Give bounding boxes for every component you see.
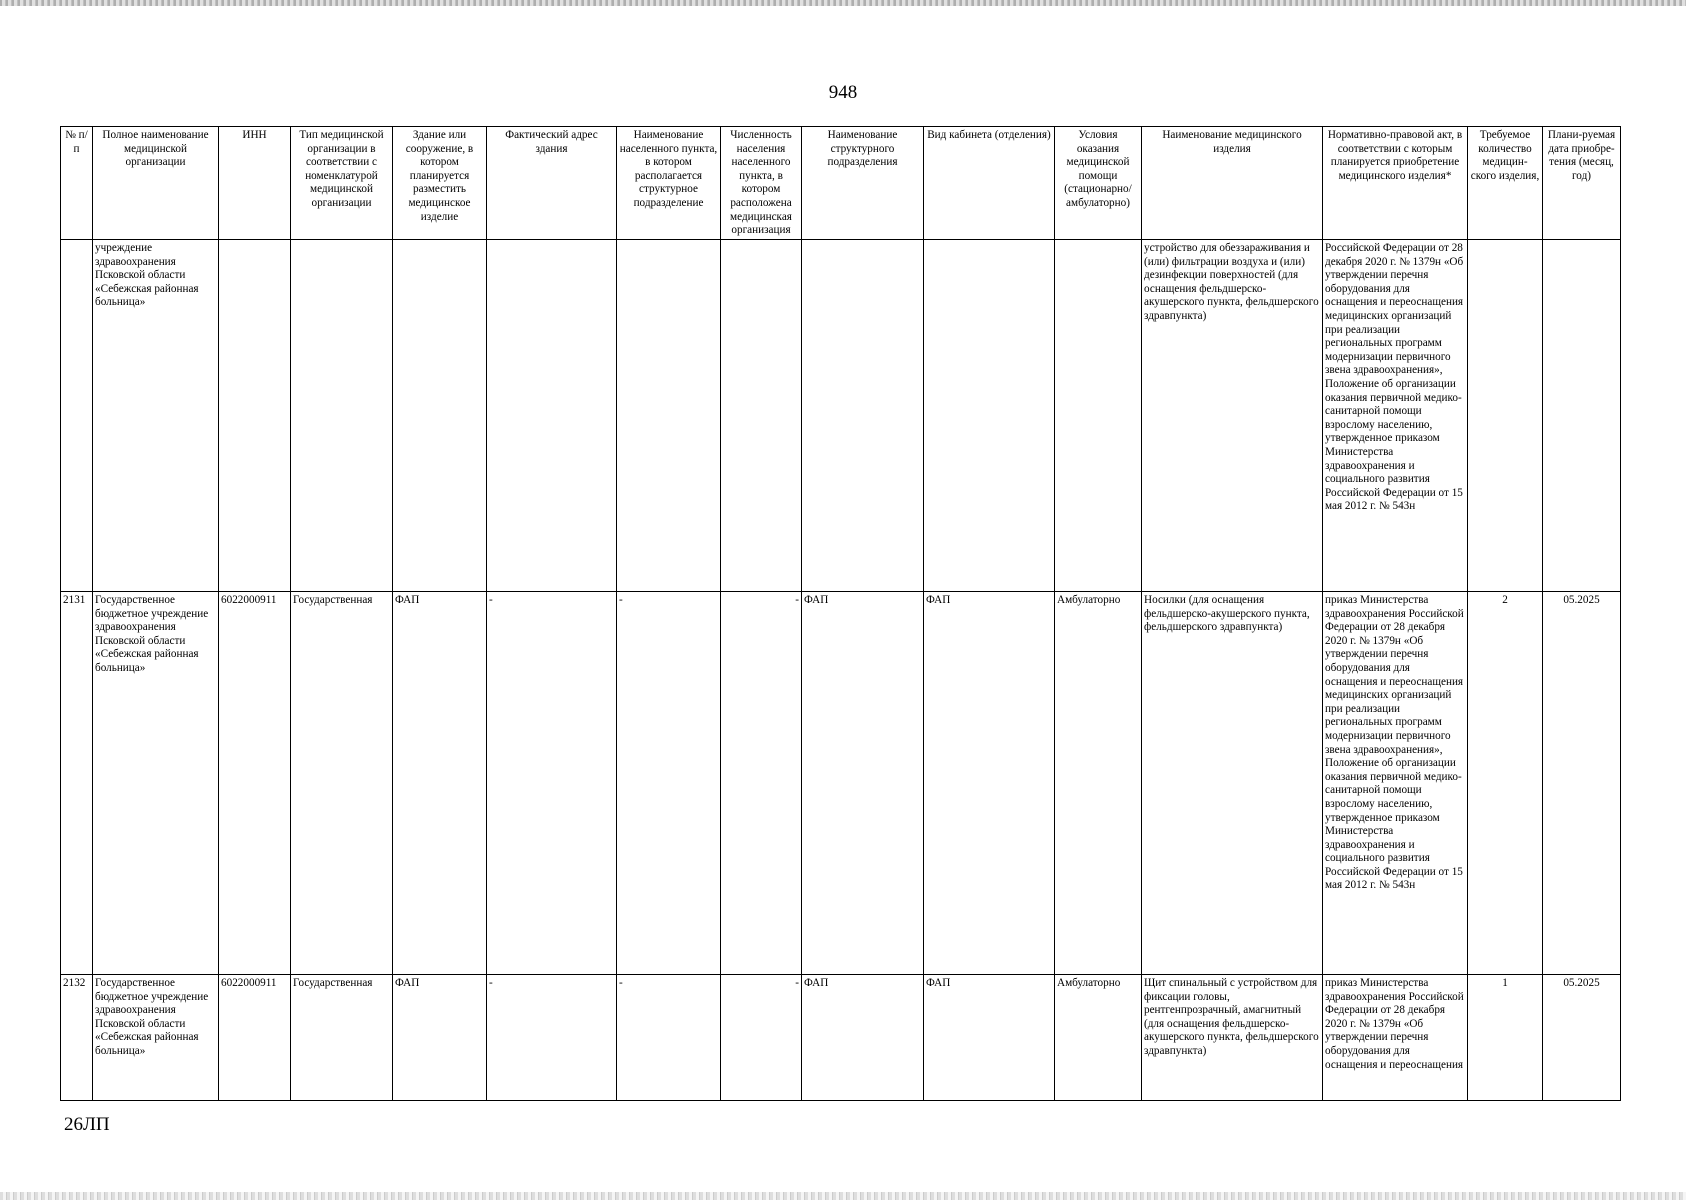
cell-num: 2131 xyxy=(61,592,93,975)
header-num: № п/п xyxy=(61,127,93,240)
cell-act: приказ Министерства здравоохранения Российской Федерации от 28 декабря 2020 г. № 1379н «Об утверждении перечня оборудования для оснащения и переоснащения xyxy=(1323,975,1468,1101)
cell-device: устройство для обеззараживания и (или) фильтрации воздуха и (или) дезинфекции поверхностей (для оснащения фельдшерско-акушерского пункта, фельдшерского здравпункта) xyxy=(1142,240,1323,592)
cell-building xyxy=(393,240,487,592)
cell-inn: 6022000911 xyxy=(219,592,291,975)
cell-address: - xyxy=(487,975,617,1101)
cell-conditions: Амбулаторно xyxy=(1055,975,1142,1101)
table-row xyxy=(61,975,1621,1101)
footer-code: 26ЛП xyxy=(64,1114,110,1135)
cell-org: Государственное бюджетное учреждение здравоохранения Псковской области «Себежская районная больница» xyxy=(93,592,219,975)
cell-cabinet xyxy=(924,240,1055,592)
header-row xyxy=(61,127,1621,240)
cell-cabinet: ФАП xyxy=(924,975,1055,1101)
header-inn: ИНН xyxy=(219,127,291,240)
cell-num: 2132 xyxy=(61,975,93,1101)
cell-act: приказ Министерства здравоохранения Российской Федерации от 28 декабря 2020 г. № 1379н «Об утверждении перечня оборудования для оснащения и переоснащения медицинских организаций при реализации региональных программ модернизации первичного звена здравоохранения», Положение об организации оказания первичной медико-санитарной помощи взрослому населению, утвержденное приказом Министерства здравоохранения и социального развития Российской Федерации от 15 мая 2012 г. № 543н xyxy=(1323,592,1468,975)
scan-edge-top xyxy=(0,0,1686,6)
cell-population: - xyxy=(721,975,802,1101)
scan-edge-bottom xyxy=(0,1192,1686,1200)
cell-conditions xyxy=(1055,240,1142,592)
cell-qty: 1 xyxy=(1468,975,1543,1101)
cell-address: - xyxy=(487,592,617,975)
cell-num xyxy=(61,240,93,592)
header-building: Здание или сооружение, в котором планируется разместить медицинское изделие xyxy=(393,127,487,240)
header-population: Численность населения населенного пункта, в котором расположена медицинская организация xyxy=(721,127,802,240)
equipment-table xyxy=(60,126,1621,1101)
cell-qty xyxy=(1468,240,1543,592)
cell-type xyxy=(291,240,393,592)
header-address: Фактический адрес здания xyxy=(487,127,617,240)
cell-building: ФАП xyxy=(393,975,487,1101)
cell-conditions: Амбулаторно xyxy=(1055,592,1142,975)
cell-address xyxy=(487,240,617,592)
header-locality: Наименование населенного пункта, в котором располагается структурное подразделение xyxy=(617,127,721,240)
cell-subdivision: ФАП xyxy=(802,592,924,975)
cell-locality: - xyxy=(617,592,721,975)
cell-inn xyxy=(219,240,291,592)
header-qty: Требуемое количество медицин-ского изделия, xyxy=(1468,127,1543,240)
cell-population: - xyxy=(721,592,802,975)
cell-population xyxy=(721,240,802,592)
cell-org: Государственное бюджетное учреждение здравоохранения Псковской области «Себежская районная больница» xyxy=(93,975,219,1101)
cell-building: ФАП xyxy=(393,592,487,975)
header-subdivision: Наименование структурного подразделения xyxy=(802,127,924,240)
cell-date xyxy=(1543,240,1621,592)
cell-date: 05.2025 xyxy=(1543,592,1621,975)
table-row xyxy=(61,592,1621,975)
page-number: 948 xyxy=(828,82,858,103)
cell-locality: - xyxy=(617,975,721,1101)
cell-date: 05.2025 xyxy=(1543,975,1621,1101)
table-row xyxy=(61,240,1621,592)
header-act: Нормативно-правовой акт, в соответствии с которым планируется приобретение медицинского изделия* xyxy=(1323,127,1468,240)
cell-subdivision xyxy=(802,240,924,592)
cell-qty: 2 xyxy=(1468,592,1543,975)
header-org: Полное наименование медицинской организации xyxy=(93,127,219,240)
header-conditions: Условия оказания медицинской помощи (стационарно/ амбулаторно) xyxy=(1055,127,1142,240)
cell-locality xyxy=(617,240,721,592)
cell-type: Государственная xyxy=(291,592,393,975)
cell-org: учреждение здравоохранения Псковской области «Себежская районная больница» xyxy=(93,240,219,592)
header-type: Тип медицинской организации в соответствии с номенклатурой медицинской организации xyxy=(291,127,393,240)
cell-device: Носилки (для оснащения фельдшерско-акушерского пункта, фельдшерского здравпункта) xyxy=(1142,592,1323,975)
cell-subdivision: ФАП xyxy=(802,975,924,1101)
header-date: Плани-руемая дата приобре-тения (месяц, год) xyxy=(1543,127,1621,240)
header-device: Наименование медицинского изделия xyxy=(1142,127,1323,240)
header-cabinet: Вид кабинета (отделения) xyxy=(924,127,1055,240)
cell-inn: 6022000911 xyxy=(219,975,291,1101)
cell-type: Государственная xyxy=(291,975,393,1101)
cell-device: Щит спинальный с устройством для фиксации головы, рентгенпрозрачный, амагнитный (для оснащения фельдшерско-акушерского пункта, фельдшерского здравпункта) xyxy=(1142,975,1323,1101)
cell-cabinet: ФАП xyxy=(924,592,1055,975)
cell-act: Российской Федерации от 28 декабря 2020 г. № 1379н «Об утверждении перечня оборудования для оснащения и переоснащения медицинских организаций при реализации региональных программ модернизации первичного звена здравоохранения», Положение об организации оказания первичной медико-санитарной помощи взрослому населению, утвержденное приказом Министерства здравоохранения и социального развития Российской Федерации от 15 мая 2012 г. № 543н xyxy=(1323,240,1468,592)
